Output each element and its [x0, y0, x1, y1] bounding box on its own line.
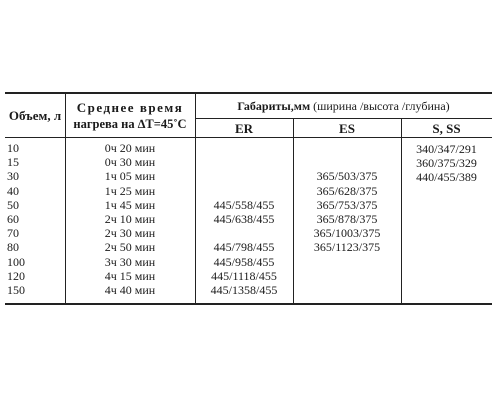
table-cell: 40	[7, 183, 19, 198]
table-cell	[401, 227, 492, 241]
table-cell: 365/503/375	[316, 169, 378, 184]
table-cell: 365/1003/375	[313, 226, 381, 241]
table-cell: 2ч 50 мин	[104, 240, 156, 255]
table-cell: 1ч 25 мин	[104, 183, 156, 198]
table-cell: 1ч 05 мин	[104, 169, 156, 184]
table-cell: 2ч 30 мин	[104, 226, 156, 241]
volume-column	[7, 141, 45, 297]
table-cell: 10	[7, 141, 19, 155]
table-cell: 1ч 45 мин	[104, 197, 156, 212]
table-cell: 60	[7, 211, 19, 226]
table-cell: 365/878/375	[316, 211, 378, 226]
header-s-ss: S, SS	[432, 121, 461, 136]
table-cell: 365/753/375	[316, 197, 378, 212]
header-dimensions-label: Габариты,мм	[237, 99, 311, 113]
table-cell: 150	[7, 282, 25, 297]
header-dimensions	[195, 99, 492, 114]
table-cell: 445/1118/455	[211, 268, 277, 283]
table-cell: 30	[7, 169, 19, 184]
table-cell	[293, 155, 401, 169]
header-dimensions-note: (ширина /высота /глубина)	[310, 99, 450, 113]
table-cell: 2ч 10 мин	[104, 211, 156, 226]
table-cell	[401, 241, 492, 255]
time-column	[65, 141, 195, 297]
er-column	[195, 141, 293, 297]
table-cell	[195, 155, 293, 169]
table-cell	[401, 270, 492, 284]
header-es: ES	[339, 121, 355, 136]
header-time-line1: Среднее время	[76, 100, 184, 115]
table-cell: 445/638/455	[213, 211, 275, 226]
table-cell: 100	[7, 254, 25, 269]
table-cell: 445/1358/455	[210, 282, 278, 297]
table-cell	[195, 184, 293, 198]
s-ss-column	[401, 142, 492, 298]
table-cell	[401, 284, 492, 298]
table-cell	[195, 226, 293, 240]
table-cell: 4ч 40 мин	[104, 282, 156, 297]
table-cell: 360/375/329	[416, 156, 477, 171]
table-cell: 445/558/455	[213, 197, 275, 212]
header-er: ER	[234, 121, 254, 136]
table-cell	[195, 169, 293, 183]
table-cell: 365/628/375	[316, 183, 378, 198]
header-volume: Объем, л	[8, 108, 62, 123]
table-cell	[401, 213, 492, 227]
table-cell	[195, 141, 293, 155]
specs-table	[5, 92, 492, 305]
table-cell	[293, 269, 401, 283]
header-time-line2: нагрева на ∆T=45˚С	[73, 117, 187, 131]
table-cell	[293, 141, 401, 155]
table-cell: 120	[7, 268, 25, 283]
es-column	[293, 141, 401, 297]
table-cell: 340/347/291	[416, 142, 477, 156]
table-cell: 15	[7, 155, 19, 170]
table-cell: 0ч 20 мин	[104, 141, 156, 155]
table-cell: 80	[7, 240, 19, 255]
table-cell	[401, 199, 492, 213]
table-cell: 365/1123/375	[313, 240, 381, 255]
table-cell	[401, 256, 492, 270]
table-cell	[293, 255, 401, 269]
table-cell: 445/798/455	[213, 240, 275, 255]
table-cell: 50	[7, 197, 19, 212]
header-divider	[195, 118, 492, 119]
table-cell: 445/958/455	[213, 254, 275, 269]
table-cell	[401, 185, 492, 199]
table-cell: 4ч 15 мин	[104, 268, 156, 283]
header-bottom-rule	[5, 137, 492, 138]
table-cell: 3ч 30 мин	[104, 254, 156, 269]
table-cell: 70	[7, 226, 19, 241]
table-cell	[293, 283, 401, 297]
table-cell: 440/455/389	[416, 170, 477, 185]
table-cell: 0ч 30 мин	[104, 155, 156, 170]
